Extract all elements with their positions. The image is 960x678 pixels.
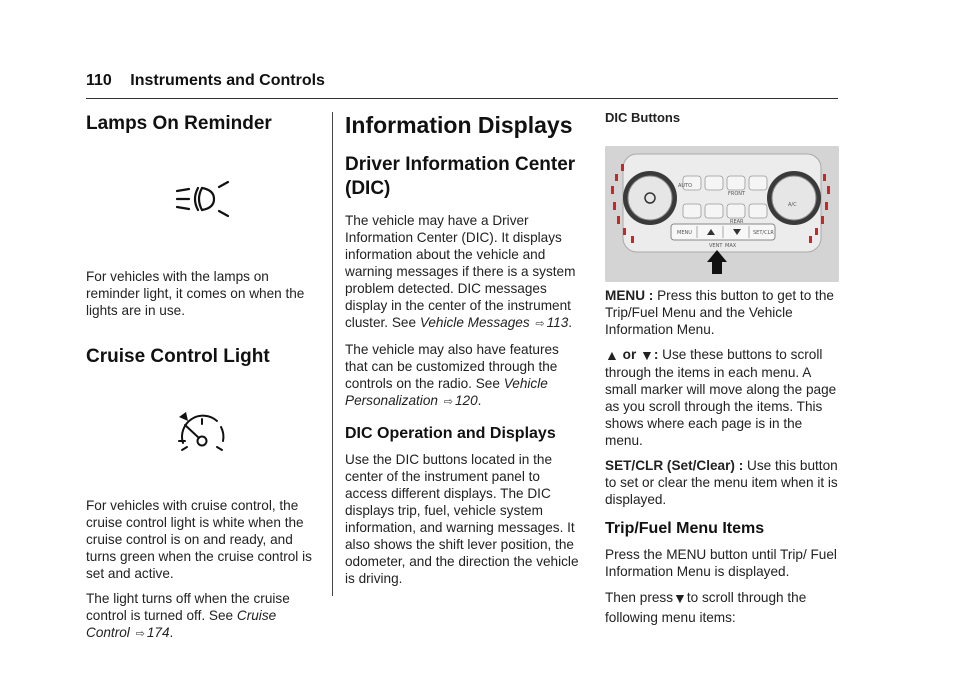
column-middle (345, 108, 581, 587)
personalization-link[interactable]: Vehicle Personalization (345, 376, 548, 408)
cruise-control-icon (86, 407, 318, 463)
photo-label-front: FRONT (728, 191, 746, 197)
trip-heading: Trip/Fuel Menu Items (605, 520, 765, 537)
ref-arrow-icon: ⇨ (535, 318, 545, 330)
lamps-text: For vehicles with the lamps on reminder light, it comes on when the lights are in use. (86, 269, 305, 318)
menu-label: MENU : (605, 288, 654, 303)
lamps-heading: Lamps On Reminder (86, 113, 272, 134)
trip-text: Press the MENU button until Trip/ Fuel Information Menu is displayed. (605, 547, 837, 579)
cruise-text: For vehicles with cruise control, the cruise control light is white when the cruise control is on and ready, and turns green when the cruise control is set and active. (86, 498, 312, 581)
headlamp-icon (86, 178, 318, 228)
photo-label-setclr: SET/CLR (753, 230, 774, 236)
column-right (605, 108, 841, 628)
op-text: Use the DIC buttons located in the center of the instrument panel to access different displays. The DIC displays trip, fuel, vehicle system information, and warning messages. It also shows the shift lever position, the odometer, and the direction the vehicle is driving. (345, 452, 579, 586)
up-triangle-icon: ▲ (605, 347, 619, 363)
ref-arrow-icon: ⇨ (443, 396, 453, 408)
column-divider (332, 112, 333, 596)
header-rule (86, 98, 838, 99)
page-number: 110 (86, 72, 112, 89)
section-title: Instruments and Controls (130, 72, 325, 89)
info-heading: Information Displays (345, 112, 573, 138)
ref-arrow-icon: ⇨ (135, 628, 145, 640)
menu-desc: MENU : Press this button to get to the Trip/Fuel Menu and the Vehicle Information Menu. (605, 288, 834, 337)
dic-heading: Driver Information Center (DIC) (345, 154, 576, 199)
column-left (86, 108, 318, 643)
setclr-desc: SET/CLR (Set/Clear) : Use this button to set or clear the menu item when it is displayed. (605, 458, 838, 507)
photo-label-ac: A/C (788, 202, 797, 208)
photo-label-max: MAX (725, 243, 737, 249)
cruise-page-ref[interactable]: 174 (146, 625, 170, 640)
page-header (86, 72, 838, 90)
cruise-off-text: The light turns off when the cruise control is turned off. See Cruise Control ⇨ 174. (86, 591, 290, 640)
messages-page-ref[interactable]: 113 (546, 315, 569, 330)
vehicle-messages-link[interactable]: Vehicle Messages (419, 315, 530, 330)
cruise-link[interactable]: Cruise Control (86, 608, 277, 640)
op-heading: DIC Operation and Displays (345, 425, 556, 442)
down-triangle-icon: ▼ (673, 590, 687, 606)
personalization-page-ref[interactable]: 120 (454, 393, 478, 408)
features-text: The vehicle may also have features that can be customized through the controls on the radio. See Vehicle Personalization ⇨ 120. (345, 342, 559, 408)
down-triangle-icon: ▼ (640, 347, 654, 363)
photo-label-menu: MENU (677, 230, 692, 236)
buttons-heading: DIC Buttons (605, 110, 681, 125)
photo-label-vent: VENT (709, 243, 723, 249)
updown-desc: ▲ or ▼: Use these buttons to scroll through the items in each menu. A small marker will move along the page as you scroll through the items. This shows where each page is in the menu. (605, 347, 837, 448)
setclr-label: SET/CLR (Set/Clear) : (605, 458, 744, 473)
then-press-text: Then press▼to scroll through the following menu items: (605, 590, 807, 625)
dic-text: The vehicle may have a Driver Information Center (DIC). It displays information about the vehicle and warning messages if there is a system problem detected. DIC messages display in the center of the instrument cluster. See Vehicle Messages ⇨ 113. (345, 213, 576, 330)
dic-buttons-photo (605, 146, 839, 282)
cruise-heading: Cruise Control Light (86, 346, 270, 367)
photo-label-auto: AUTO (678, 183, 693, 189)
photo-label-rear: REAR (730, 219, 744, 225)
